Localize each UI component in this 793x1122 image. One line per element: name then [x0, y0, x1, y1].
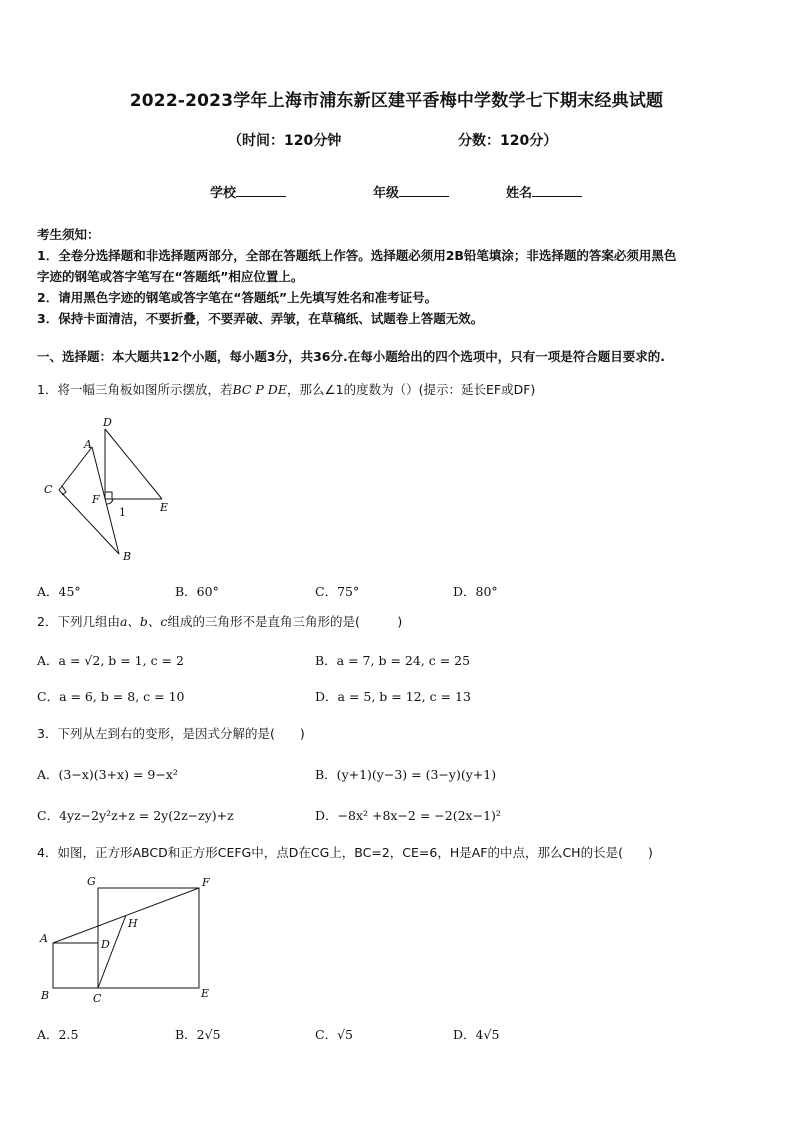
- line-ac: [59, 447, 92, 490]
- name-label: 姓名: [506, 186, 533, 201]
- school-field: [210, 182, 286, 201]
- q2-option-d[interactable]: D．a = 5, b = 12, c = 13: [315, 689, 471, 704]
- label-d: D: [101, 938, 110, 951]
- label-d: D: [103, 416, 112, 429]
- q2-stem-vars: a、b、c: [119, 614, 168, 629]
- question-2-stem: [37, 612, 402, 630]
- q4-option-d[interactable]: D．4√5: [453, 1027, 500, 1042]
- label-g: G: [87, 875, 96, 888]
- grade-field: [373, 182, 449, 201]
- right-angle-f: [105, 492, 112, 499]
- square-cefg: [98, 888, 199, 988]
- label-b: B: [41, 989, 50, 1002]
- label-a: A: [84, 438, 92, 451]
- question-3-stem: 3．下列从左到右的变形，是因式分解的是( ): [37, 726, 305, 741]
- q2-stem-a: 2．下列几组由: [37, 614, 120, 629]
- square-abcd: [53, 943, 98, 988]
- label-f: F: [92, 493, 100, 506]
- label-a: A: [40, 932, 48, 945]
- q1-option-b[interactable]: B．60°: [175, 584, 219, 599]
- page-title: 2022-2023学年上海市浦东新区建平香梅中学数学七下期末经典试题: [129, 91, 664, 111]
- grade-label: 年级: [373, 186, 400, 201]
- label-f: F: [202, 876, 210, 889]
- q2-option-b[interactable]: B．a = 7, b = 24, c = 25: [315, 653, 471, 668]
- q1-stem-b: ，那么∠1的度数为（）(提示：延长EF或DF): [286, 382, 536, 397]
- question-1-stem: [37, 380, 535, 398]
- q2-option-a[interactable]: A．a = √2, b = 1, c = 2: [37, 653, 184, 668]
- time-label: （时间：120分钟: [228, 133, 342, 149]
- segment-ch: [98, 915, 126, 988]
- label-c: C: [44, 483, 53, 496]
- q1-figure: [37, 412, 187, 572]
- line-cb: [59, 490, 119, 554]
- exam-notice: [37, 224, 762, 329]
- notice-heading: 考生须知：: [37, 227, 100, 242]
- label-e: E: [201, 987, 210, 1000]
- angle-1-arc: [107, 499, 113, 504]
- q1-stem-a: 1．将一幅三角板如图所示摆放，若: [37, 382, 233, 397]
- label-c: C: [93, 992, 102, 1005]
- grade-blank: [399, 184, 449, 197]
- line-de: [105, 429, 162, 499]
- notice-line-2: 2．请用黑色字迹的钢笔或答字笔在“答题纸”上先填写姓名和准考证号。: [37, 290, 438, 305]
- school-blank: [236, 184, 286, 197]
- name-field: [506, 182, 582, 201]
- q2-option-c[interactable]: C．a = 6, b = 8, c = 10: [37, 689, 185, 704]
- school-label: 学校: [210, 186, 237, 201]
- question-4-stem: 4．如图，正方形ABCD和正方形CEFG中，点D在CG上，BC=2，CE=6，H是AF的中点，那么CH的长是( ): [37, 845, 653, 860]
- name-blank: [532, 184, 582, 197]
- label-h: H: [128, 917, 138, 930]
- q4-figure: [37, 872, 227, 1012]
- q3-option-c[interactable]: C．4yz−2y²z+z = 2y(2z−zy)+z: [37, 808, 234, 823]
- q4-option-a[interactable]: A．2.5: [37, 1027, 79, 1042]
- q4-option-c[interactable]: C．√5: [315, 1027, 353, 1042]
- q3-option-b[interactable]: B．(y+1)(y−3) = (3−y)(y+1): [315, 767, 497, 782]
- q1-option-a[interactable]: A．45°: [37, 584, 81, 599]
- q2-stem-b: 组成的三角形不是直角三角形的是( ): [167, 614, 403, 629]
- label-b: B: [123, 550, 132, 563]
- q1-option-d[interactable]: D．80°: [453, 584, 498, 599]
- q3-option-a[interactable]: A．(3−x)(3+x) = 9−x²: [37, 767, 178, 782]
- notice-line-3: 3．保持卡面清洁，不要折叠，不要弄破、弄皱，在草稿纸、试题卷上答题无效。: [37, 311, 484, 326]
- label-e: E: [160, 501, 169, 514]
- label-angle-1: 1: [119, 506, 126, 519]
- q1-option-c[interactable]: C．75°: [315, 584, 360, 599]
- q3-option-d[interactable]: D．−8x² +8x−2 = −2(2x−1)²: [315, 808, 501, 823]
- notice-line-1a: 1．全卷分选择题和非选择题两部分，全部在答题纸上作答。选择题必须用2B铅笔填涂；非选择题的答案必须用黑色: [37, 248, 677, 263]
- section-heading: 一、选择题：本大题共12个小题，每小题3分，共36分.在每小题给出的四个选项中，只有一项是符合题目要求的.: [37, 349, 665, 364]
- q1-stem-math: BC P DE: [232, 382, 287, 397]
- q4-option-b[interactable]: B．2√5: [175, 1027, 221, 1042]
- score-label: 分数：120分）: [458, 133, 558, 149]
- notice-line-1b: 字迹的钢笔或答字笔写在“答题纸”相应位置上。: [37, 269, 304, 284]
